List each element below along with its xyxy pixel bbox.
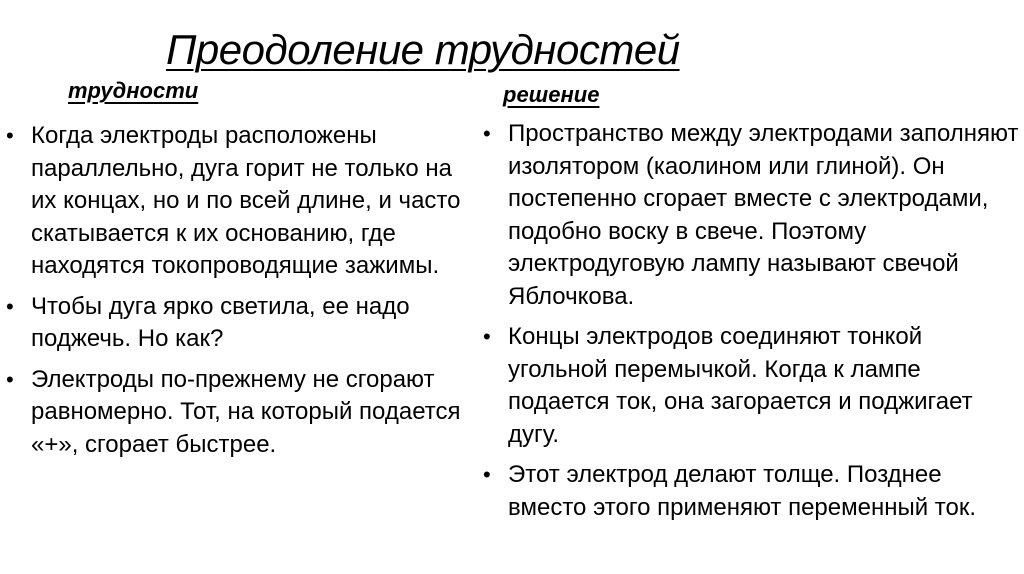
list-item — [4, 120, 474, 283]
difficulty-text: Электроды по-прежнему не сгорают равномерно. Тот, на который подается «+», сгорает быстрее. — [31, 365, 461, 458]
bullet-icon: • — [483, 324, 491, 349]
solution-text: Концы электродов соединяют тонкой угольной перемычкой. Когда к лампе подается ток, она загорается и поджигает дугу. — [508, 323, 973, 448]
difficulties-heading: трудности — [68, 78, 199, 103]
bullet-icon: • — [483, 121, 491, 146]
list-item — [4, 364, 474, 462]
solution-text: Этот электрод делают толще. Позднее вместо этого применяют переменный ток. — [508, 461, 977, 521]
list-item — [481, 459, 1021, 524]
solution-heading: решение — [503, 82, 600, 107]
bullet-icon: • — [483, 462, 491, 487]
list-item — [4, 291, 474, 356]
difficulty-text: Когда электроды расположены параллельно, дуга горит не только на их концах, но и по всей длине, и часто скатывается к их основанию, где находятся токопроводящие зажимы. — [31, 122, 461, 279]
bullet-icon: • — [6, 293, 14, 319]
bullet-icon: • — [6, 366, 14, 392]
bullet-icon: • — [6, 123, 14, 148]
solution-text: Пространство между электродами заполняют изолятором (каолином или глиной). Он постепенно сгорает вместе с электродами, подобно воску в свече. Поэтому электродуговую лампу называют свечой Яблочкова. — [508, 120, 1019, 310]
list-item — [481, 118, 1021, 313]
difficulties-list — [4, 120, 474, 469]
difficulty-text: Чтобы дуга ярко светила, ее надо поджечь. Но как? — [31, 292, 410, 352]
list-item — [481, 321, 1021, 451]
slide-title: Преодоление трудностей — [166, 26, 680, 73]
solutions-list — [481, 118, 1021, 532]
